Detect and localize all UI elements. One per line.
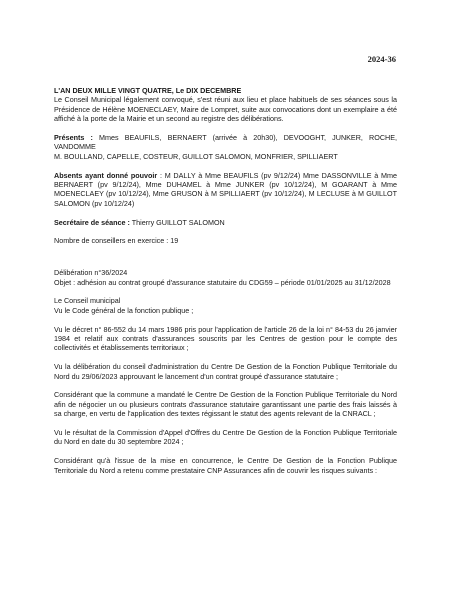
deliberation-objet: Objet : adhésion au contrat groupé d'assurance statutaire du CDG59 – période 01/01/2025 au 31/12/2028 <box>54 277 391 287</box>
council-line: Le Conseil municipal <box>54 296 121 306</box>
paragraph-prestataire: Considérant qu'à l'issue de la mise en concurrence, le Centre De Gestion de la Fonction Publique Territoriale du Nord a retenu comme prestataire CNP Assurances afin de couvrir les risques suivants : <box>54 456 397 475</box>
document-body <box>54 86 397 475</box>
paragraph-commission: Vu le résultat de la Commission d'Appel d'Offres du Centre De Gestion de la Fonction Publique Territoriale du Nord en date du 30 septembre 2024 ; <box>54 428 397 447</box>
vu-code-line: Vu le Code général de la fonction publique ; <box>54 305 194 315</box>
presents-paragraph <box>54 133 397 152</box>
paragraph-deliberation-ca: Vu la délibération du conseil d'administration du Centre De Gestion de la Fonction Publique Territoriale du Nord du 29/06/2023 approuvant le lancement d'un contrat groupé d'assurance statutaire ; <box>54 362 397 381</box>
secretaire-name: Thierry GUILLOT SALOMON <box>131 217 225 227</box>
presents-line-1: Mmes BEAUFILS, BERNAERT (arrivée à 20h30), DEVOOGHT, JUNKER, ROCHE, VANDOMME <box>54 133 397 152</box>
absents-text: : M DALLY à Mme BEAUFILS (pv 9/12/24) Mme DASSONVILLE à Mme BERNAERT (pv 9/12/24), Mme DUHAMEL à Mme JUNKER (pv 10/12/24), M GOARANT à Mme MOENECLAEY (pv 10/12/24), Mme GRUSON à M SPILLIAERT (pv 10/12/24), M LECLUSE à M GUILLOT SALOMON (pv 10/12/24) <box>54 170 398 208</box>
deliberation-number: Délibération n°36/2024 <box>54 268 128 278</box>
paragraph-mandat: Considérant que la commune a mandaté le Centre De Gestion de la Fonction Publique Territoriale du Nord afin de négocier un ou plusieurs contrats d'assurance statutaire garantissant une partie des frais laissés à sa charge, en vertu de l'application des textes régissant le statut des agents relevant de la CNRACL ; <box>54 390 397 419</box>
deliberation-reference: 2024-36 <box>367 54 396 64</box>
presents-label: Présents : <box>54 133 93 143</box>
session-heading: L'AN DEUX MILLE VINGT QUATRE, Le DIX DECEMBRE <box>54 86 242 95</box>
conseillers-count: Nombre de conseillers en exercice : 19 <box>54 236 179 246</box>
intro-paragraph: Le Conseil Municipal légalement convoqué, s'est réuni aux lieu et place habituels de ses séances sous la Présidence de Hélène MOENECLAEY, Maire de Lompret, suite aux convocations dont un exemplaire a été affiché à la porte de la Mairie et un second au registre des délibérations. <box>54 95 397 124</box>
presents-line-2: M. BOULLAND, CAPELLE, COSTEUR, GUILLOT SALOMON, MONFRIER, SPILLIAERT <box>54 151 338 161</box>
absents-paragraph <box>54 171 397 209</box>
secretaire-paragraph <box>54 218 397 227</box>
paragraph-decret: Vu le décret n° 86-552 du 14 mars 1986 pris pour l'application de l'article 26 de la loi n° 84-53 du 26 janvier 1984 et relatif aux contrats d'assurances souscrits par les Centres de gestion pour le compte des collectivités et établissements territoriaux ; <box>54 324 397 353</box>
secretaire-label: Secrétaire de séance : <box>54 217 130 227</box>
absents-label: Absents ayant donné pouvoir <box>54 170 158 180</box>
